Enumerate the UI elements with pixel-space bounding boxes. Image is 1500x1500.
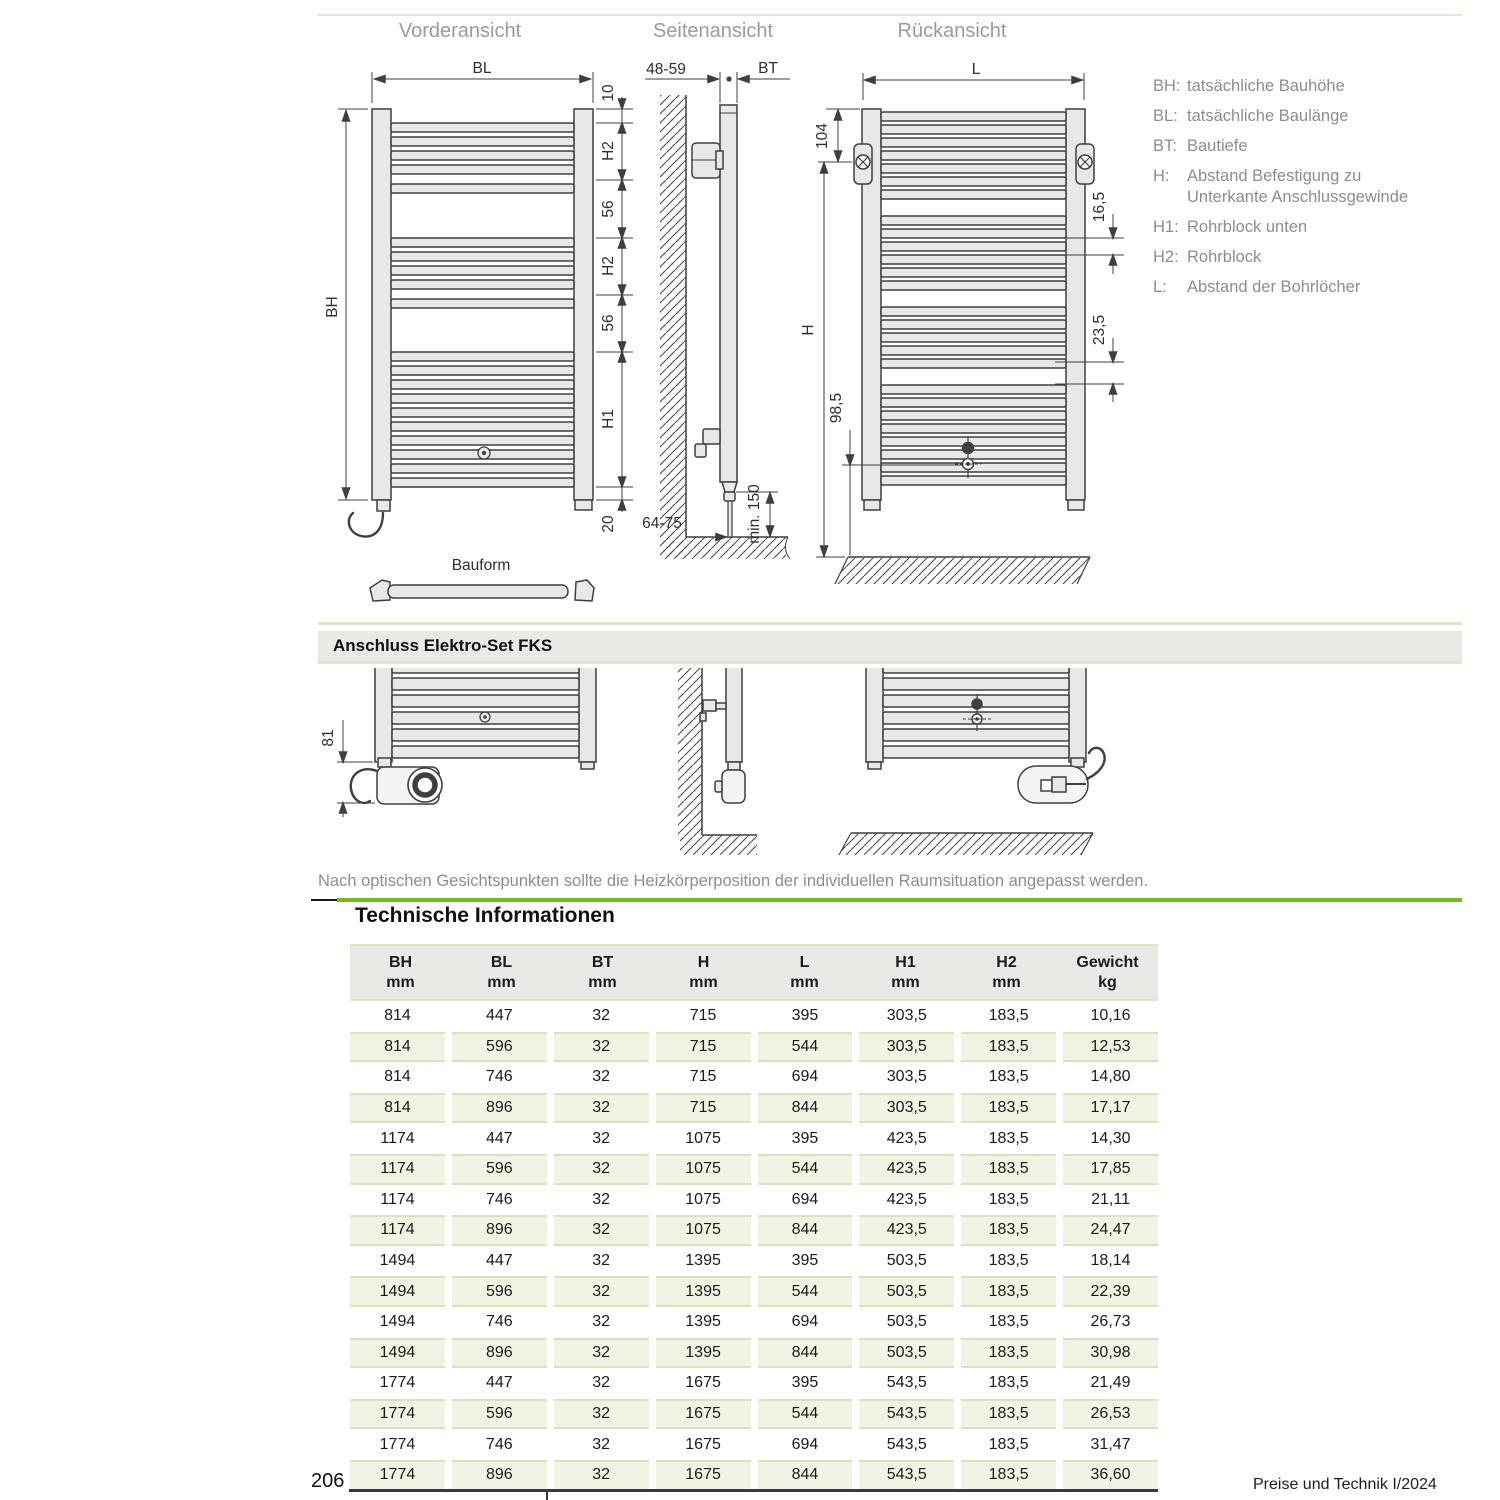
- footer-edition: Preise und Technik I/2024: [1253, 1476, 1437, 1493]
- side-view-drawing: [645, 72, 790, 559]
- dim-label-56a: 56: [600, 200, 617, 218]
- legend-item: BL: tatsächliche Baulänge: [1153, 107, 1349, 125]
- table-header-cell: BH mm: [386, 954, 415, 991]
- section-bar: [318, 631, 1462, 664]
- table-row: 1174 596 32 1075 544 423,5 183,5 17,85: [350, 1154, 1158, 1185]
- dim-label-bl: BL: [472, 60, 492, 77]
- table-row: 1494 596 32 1395 544 503,5 183,5 22,39: [350, 1276, 1158, 1307]
- dim-label-20: 20: [600, 515, 617, 533]
- legend-item: H2: Rohrblock: [1153, 248, 1262, 266]
- dim-label-48-59: 48-59: [646, 61, 686, 78]
- table-header-cell: BL mm: [487, 954, 516, 991]
- table-header-cell: H2 mm: [992, 954, 1021, 991]
- table-row: 1774 596 32 1675 544 543,5 183,5 26,53: [350, 1399, 1158, 1430]
- front-view-drawing: [324, 72, 633, 537]
- view-title-front: Vorderansicht: [398, 20, 522, 42]
- section-title: Anschluss Elektro-Set FKS: [333, 636, 553, 655]
- dim-label-min150: min. 150: [746, 484, 763, 544]
- dim-label-h1: H1: [600, 409, 617, 429]
- bauform-drawing: [370, 580, 594, 601]
- table-header: [350, 944, 1158, 1001]
- table-row: 1494 746 32 1395 694 503,5 183,5 26,73: [379, 1313, 1131, 1331]
- dim-label-81: 81: [320, 729, 337, 747]
- dim-label-bt: BT: [758, 60, 778, 77]
- view-title-side: Seitenansicht: [652, 20, 774, 42]
- elektro-front-drawing: [337, 668, 596, 817]
- accent-rule: [337, 898, 1462, 902]
- elektro-set-drawings: [310, 668, 1150, 860]
- table-body: [350, 1001, 1158, 1491]
- table-row: 1774 896 32 1675 844 543,5 183,5 36,60: [350, 1460, 1158, 1491]
- table-row: 1494 447 32 1395 395 503,5 183,5 18,14: [379, 1252, 1131, 1270]
- elektro-rear-drawing: [839, 668, 1105, 855]
- accent-rule-left-segment: [311, 899, 337, 901]
- table-header-cell: H mm: [689, 954, 718, 991]
- table-row: 1174 896 32 1075 844 423,5 183,5 24,47: [350, 1215, 1158, 1246]
- table-header-cell: Gewicht kg: [1076, 954, 1139, 991]
- page-number: 206: [311, 1470, 345, 1492]
- table-title: Technische Informationen: [355, 904, 615, 927]
- vent-valve-icon: [478, 447, 490, 459]
- dim-label-56b: 56: [600, 314, 617, 332]
- dim-label-104: 104: [814, 123, 831, 149]
- table-row: 814 447 32 715 395 303,5 183,5 10,16: [384, 1007, 1131, 1025]
- dim-label-l: L: [971, 61, 981, 78]
- dim-label-h2a: H2: [600, 141, 617, 161]
- legend-item: L: Abstand der Bohrlöcher: [1153, 278, 1361, 296]
- dimension-legend: [1153, 76, 1453, 307]
- positioning-note: Nach optischen Gesichtspunkten sollte die Heizkörperposition der individuellen Raumsituation angepasst werden.: [318, 872, 1149, 890]
- table-row: 814 596 32 715 544 303,5 183,5 12,53: [350, 1032, 1158, 1063]
- table-row: 814 896 32 715 844 303,5 183,5 17,17: [350, 1093, 1158, 1124]
- table-row: 1174 447 32 1075 395 423,5 183,5 14,30: [380, 1129, 1131, 1147]
- cable-icon: [349, 513, 383, 537]
- technical-table: [350, 944, 1158, 1491]
- legend-item: BT: Bautiefe: [1153, 137, 1248, 155]
- rear-view-drawing: [816, 73, 1124, 584]
- table-header-cell: H1 mm: [891, 954, 920, 991]
- bauform-label: Bauform: [451, 557, 511, 574]
- dim-label-23-5: 23,5: [1091, 314, 1108, 346]
- table-row: 1494 896 32 1395 844 503,5 183,5 30,98: [350, 1338, 1158, 1369]
- dim-label-64-75: 64-75: [642, 515, 682, 532]
- legend-item: H1: Rohrblock unten: [1153, 218, 1308, 236]
- crop-tick: [546, 1489, 548, 1500]
- legend-item: BH: tatsächliche Bauhöhe: [1153, 77, 1345, 95]
- dim-label-h2b: H2: [600, 256, 617, 276]
- table-row: 1774 447 32 1675 395 543,5 183,5 21,49: [379, 1374, 1131, 1392]
- table-bottom-rule: [349, 1489, 1158, 1492]
- dim-label-bh: BH: [324, 296, 341, 318]
- elektro-side-drawing: [678, 668, 757, 855]
- dim-label-98-5: 98,5: [828, 392, 845, 424]
- technical-drawings: [310, 50, 1150, 615]
- legend-item: H: Abstand Befestigung zu Unterkante Anschlussgewinde: [1153, 167, 1409, 206]
- elektro-section-header: [318, 622, 1462, 664]
- dim-label-16-5: 16,5: [1091, 191, 1108, 223]
- top-divider: [318, 14, 1462, 16]
- table-header-cell: BT mm: [588, 954, 617, 991]
- table-row: 1774 746 32 1675 694 543,5 183,5 31,47: [379, 1435, 1131, 1453]
- view-title-rear: Rückansicht: [897, 20, 1007, 42]
- section-rule-top: [318, 622, 1462, 625]
- dim-label-h: H: [800, 324, 817, 336]
- table-row: 814 746 32 715 694 303,5 183,5 14,80: [384, 1068, 1131, 1086]
- table-header-cell: L mm: [790, 954, 819, 991]
- table-row: 1174 746 32 1075 694 423,5 183,5 21,11: [380, 1190, 1130, 1208]
- dim-label-10: 10: [600, 84, 617, 102]
